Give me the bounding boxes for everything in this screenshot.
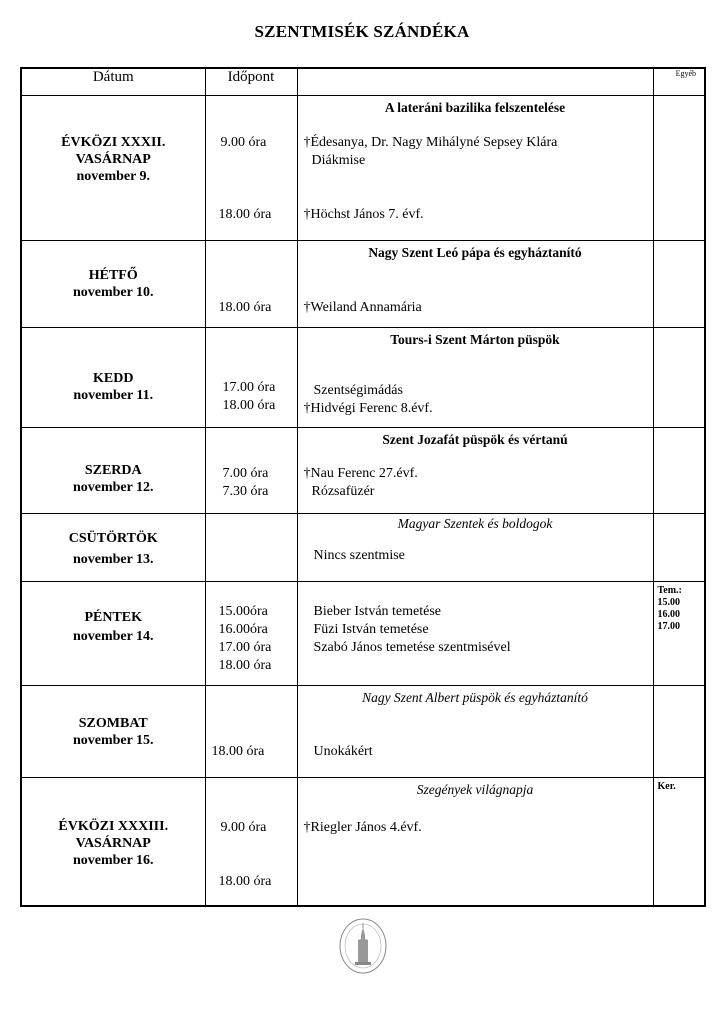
day-name: SZERDA <box>84 463 142 478</box>
table-row <box>21 328 705 428</box>
other-cell <box>653 582 705 686</box>
day-cell <box>21 96 205 241</box>
day-date: november 11. <box>73 388 154 403</box>
intention: †Weiland Annamária <box>303 300 422 315</box>
intention-cell <box>297 96 653 241</box>
day-date: november 12. <box>72 480 154 495</box>
time-cell <box>205 96 297 241</box>
header-intention <box>297 68 653 96</box>
day-date: november 15. <box>72 733 154 748</box>
day-name: VASÁRNAP <box>75 152 151 167</box>
parish-seal-logo <box>339 918 387 974</box>
intention-cell <box>297 778 653 906</box>
other-cell <box>653 328 705 428</box>
feast-name: Magyar Szentek és boldogok <box>397 516 553 531</box>
other-cell <box>653 686 705 778</box>
other-cell <box>653 778 705 906</box>
intention: Nincs szentmise <box>313 548 405 563</box>
time-value: 16.00óra <box>218 622 268 637</box>
intention-cell <box>297 686 653 778</box>
other-cell <box>653 514 705 582</box>
table-row <box>21 241 705 328</box>
page-title: SZENTMISÉK SZÁNDÉKA <box>254 22 470 41</box>
other-note: 16.00 <box>657 609 680 620</box>
time-cell <box>205 778 297 906</box>
time-cell <box>205 582 297 686</box>
intention: †Nau Ferenc 27.évf. <box>303 466 418 481</box>
table-row <box>21 778 705 906</box>
day-date: november 13. <box>72 552 154 567</box>
time-value: 7.30 óra <box>222 484 269 499</box>
other-cell <box>653 241 705 328</box>
table-row <box>21 686 705 778</box>
time-value: 18.00 óra <box>211 744 265 759</box>
day-name: ÉVKÖZI XXXII. <box>61 135 166 150</box>
intention-cell <box>297 582 653 686</box>
day-cell <box>21 428 205 514</box>
header-other: Egyéb <box>653 68 705 96</box>
day-date: november 9. <box>76 169 151 184</box>
time-value: 18.00 óra <box>218 658 272 673</box>
other-note: 17.00 <box>657 621 680 632</box>
intention: †Riegler János 4.évf. <box>303 820 422 835</box>
intention: Rózsafüzér <box>311 484 375 499</box>
intention: †Hidvégi Ferenc 8.évf. <box>303 401 433 416</box>
day-date: november 16. <box>72 853 154 868</box>
intention: Szabó János temetése szentmisével <box>313 640 511 655</box>
day-cell <box>21 582 205 686</box>
table-header-row <box>21 68 705 96</box>
time-value: 18.00 óra <box>218 207 272 222</box>
intention: †Höchst János 7. évf. <box>303 207 424 222</box>
time-cell <box>205 514 297 582</box>
time-value: 17.00 óra <box>218 640 272 655</box>
day-date: november 10. <box>72 285 154 300</box>
day-name: HÉTFŐ <box>88 268 138 283</box>
day-name: ÉVKÖZI XXXIII. <box>58 819 169 834</box>
intention-cell <box>297 428 653 514</box>
table-row <box>21 514 705 582</box>
table-row <box>21 582 705 686</box>
time-cell <box>205 428 297 514</box>
time-value: 18.00 óra <box>218 874 272 889</box>
table-row <box>21 428 705 514</box>
intention-cell <box>297 514 653 582</box>
other-note: 15.00 <box>657 597 680 608</box>
intention: Diákmise <box>311 153 366 168</box>
day-name: SZOMBAT <box>78 716 148 731</box>
time-value: 17.00 óra <box>222 380 276 395</box>
time-cell <box>205 328 297 428</box>
intention-cell <box>297 328 653 428</box>
intention: Szentségimádás <box>313 383 403 398</box>
day-cell <box>21 778 205 906</box>
header-date: Dátum <box>21 68 205 96</box>
time-value: 18.00 óra <box>222 398 276 413</box>
day-name: KEDD <box>93 371 134 386</box>
time-cell <box>205 686 297 778</box>
day-cell <box>21 514 205 582</box>
day-name: VASÁRNAP <box>75 836 151 851</box>
table-row <box>21 96 705 241</box>
day-cell <box>21 328 205 428</box>
day-date: november 14. <box>72 629 154 644</box>
day-name: CSÜTÖRTÖK <box>68 531 158 546</box>
other-note: Ker. <box>657 781 676 792</box>
time-value: 9.00 óra <box>220 135 267 150</box>
feast-name: Nagy Szent Albert püspök és egyháztanító <box>362 690 588 705</box>
feast-name: Szegények világnapja <box>416 782 534 797</box>
intention: Bieber István temetése <box>313 604 442 619</box>
time-value: 18.00 óra <box>218 300 272 315</box>
intention: Füzi István temetése <box>313 622 429 637</box>
time-value: 9.00 óra <box>220 820 267 835</box>
intention: Unokákért <box>313 744 373 759</box>
time-value: 15.00óra <box>218 604 268 619</box>
feast-name: Tours-i Szent Márton püspök <box>390 332 560 347</box>
other-cell <box>653 96 705 241</box>
header-time: Időpont <box>205 68 297 96</box>
time-value: 7.00 óra <box>222 466 269 481</box>
day-cell <box>21 241 205 328</box>
intention: †Édesanya, Dr. Nagy Mihályné Sepsey Klára <box>303 135 558 150</box>
other-cell <box>653 428 705 514</box>
feast-name: A lateráni bazilika felszentelése <box>384 100 566 115</box>
feast-name: Szent Jozafát püspök és vértanú <box>382 432 568 447</box>
mass-intentions-table <box>20 67 706 907</box>
feast-name: Nagy Szent Leó pápa és egyháztanító <box>368 245 582 260</box>
time-cell <box>205 241 297 328</box>
day-cell <box>21 686 205 778</box>
other-note: Tem.: <box>657 585 682 596</box>
intention-cell <box>297 241 653 328</box>
day-name: PÉNTEK <box>84 610 143 625</box>
